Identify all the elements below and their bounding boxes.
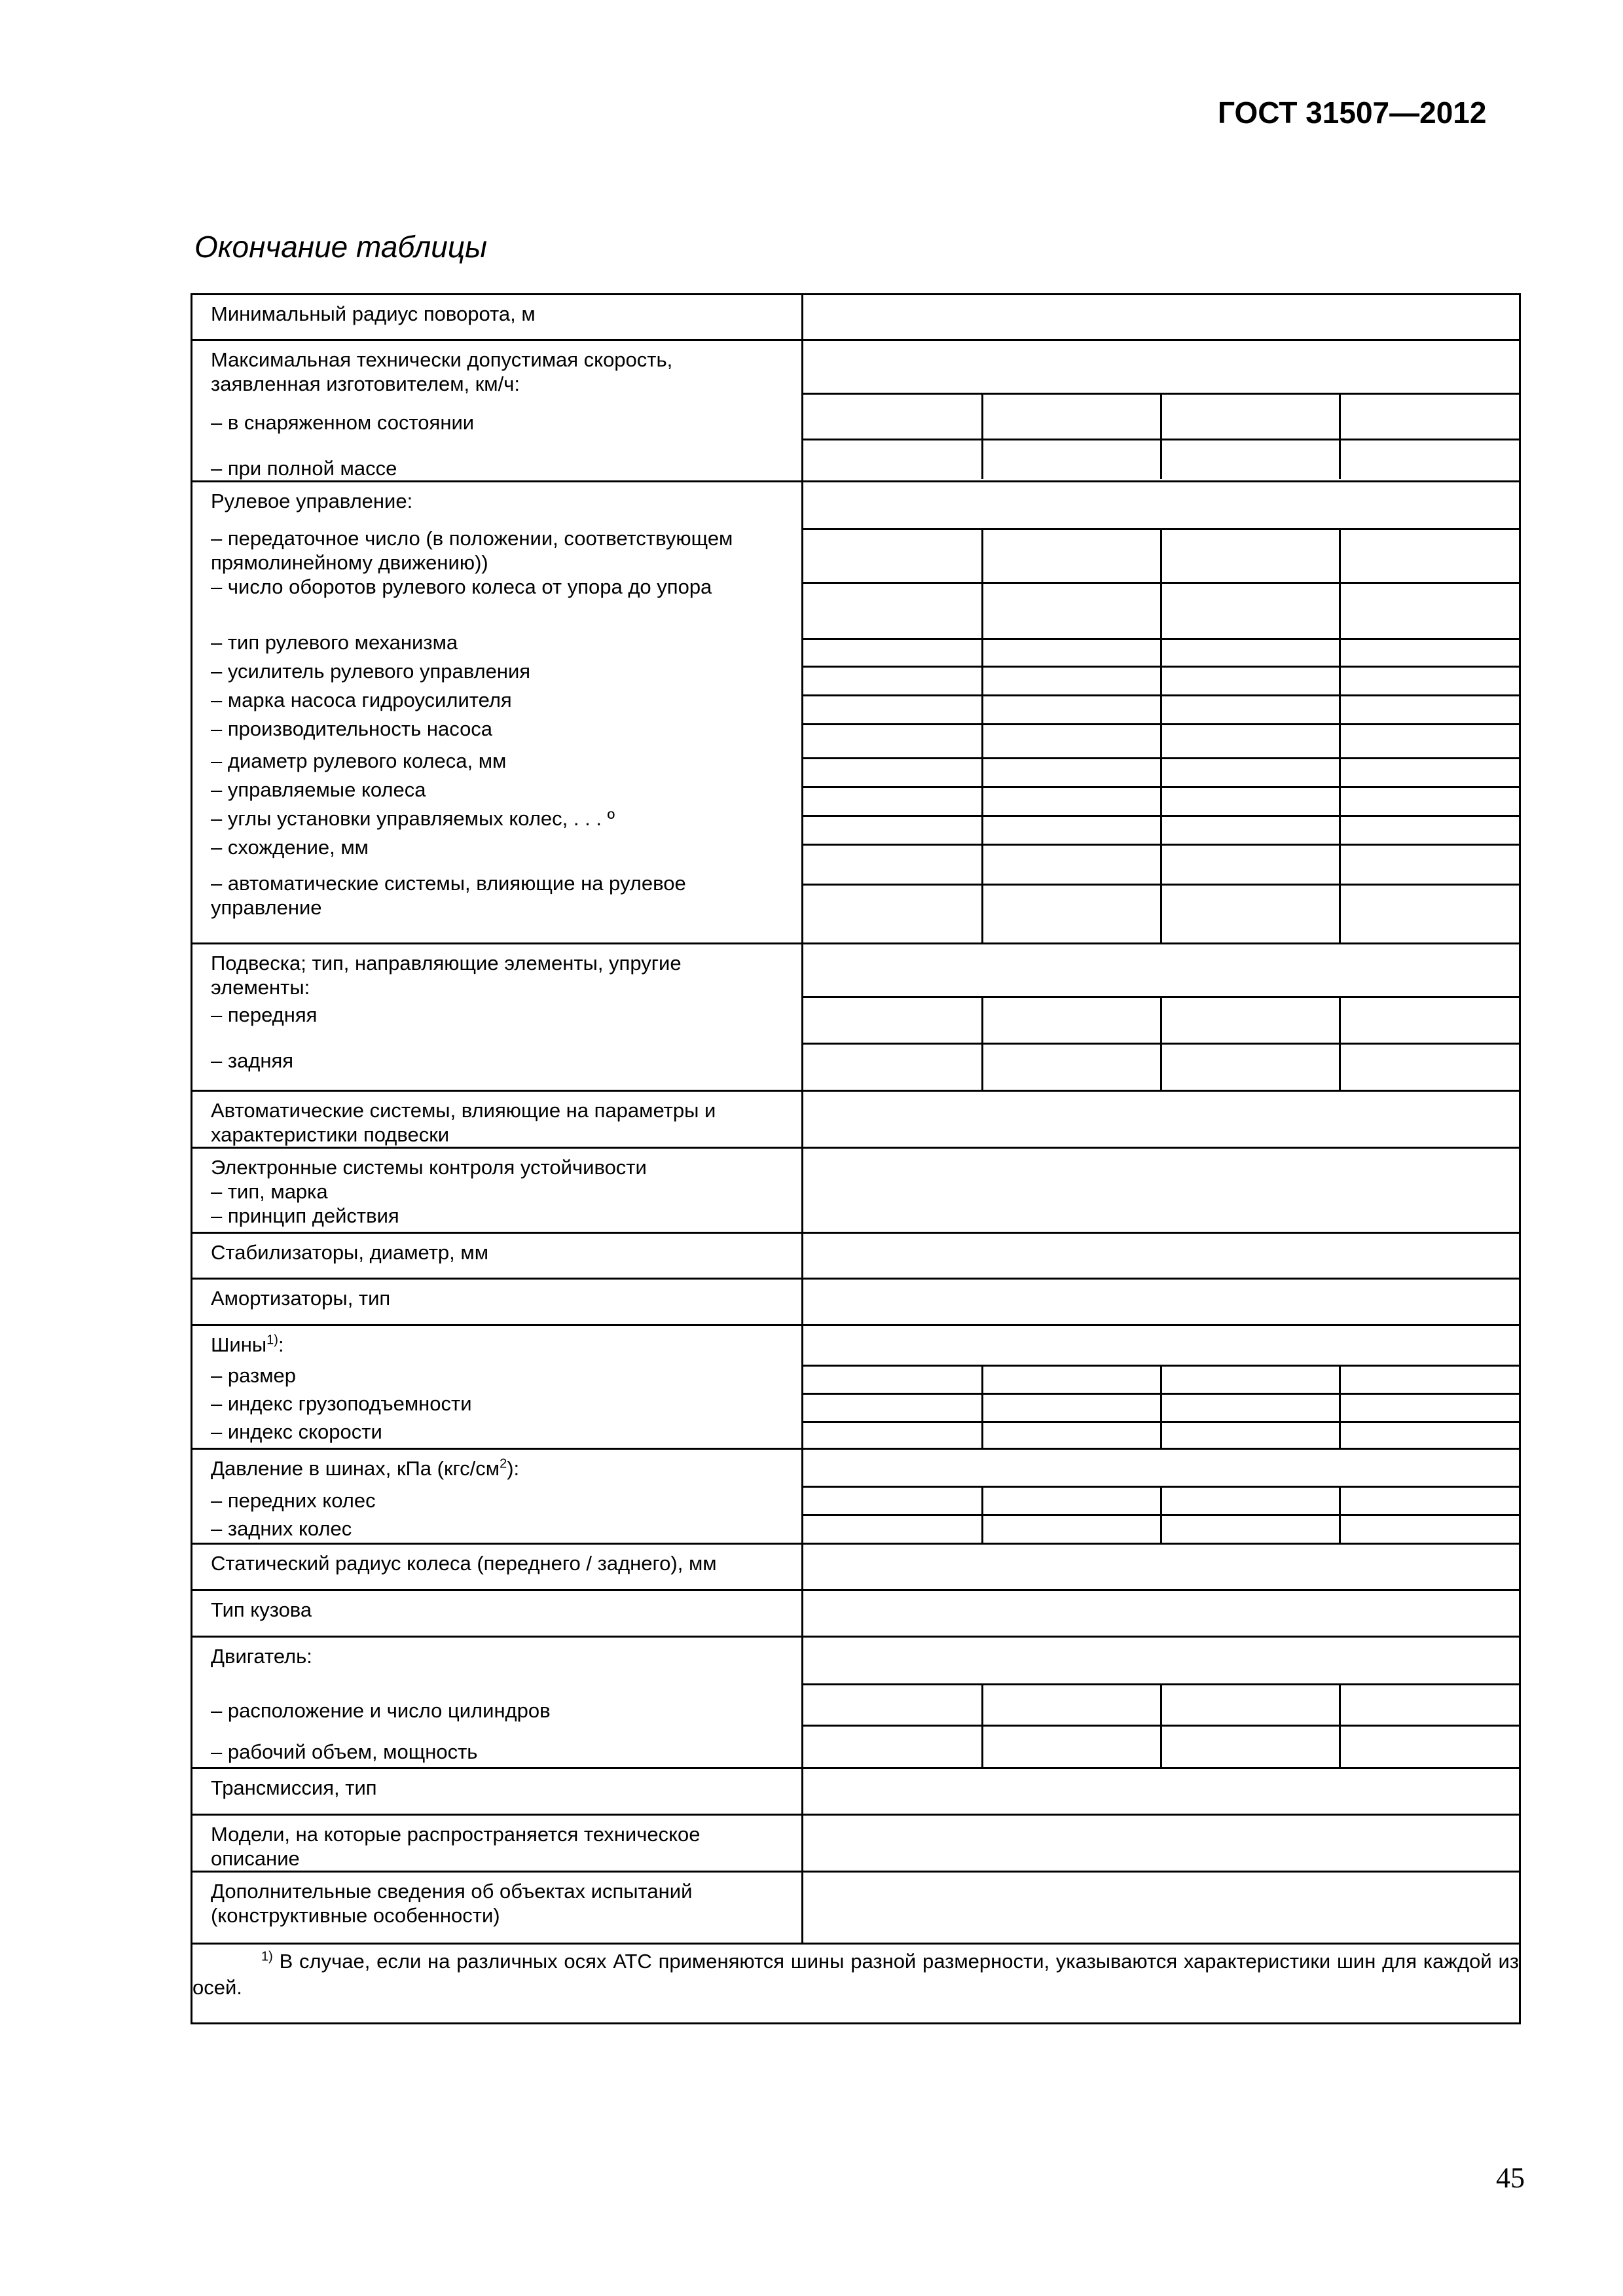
row-label-additional-info: Дополнительные сведения об объектах испытаний (конструктивные особенности) xyxy=(192,1872,803,1944)
row-label-models: Модели, на которые распространяется техническое описание xyxy=(192,1815,803,1872)
row-label-tire-pressure: Давление в шинах, кПа $(кгс/см^2)$: – передних колес – задних колес xyxy=(192,1449,803,1544)
row-label-tires: Шины$^{1)}$: – размер – индекс грузоподъемности – индекс скорости xyxy=(192,1325,803,1449)
row-label-transmission: Трансмиссия, тип xyxy=(192,1768,803,1815)
row-label-suspension-auto: Автоматические системы, влияющие на параметры и характеристики подвески xyxy=(192,1091,803,1148)
table-continuation-title: Окончание таблицы xyxy=(194,230,487,264)
row-label-max-speed: Максимальная технически допустимая скорость, заявленная изготовителем, км/ч: – в снаряженном состоянии – при полной массе xyxy=(192,340,803,482)
row-label-steering: Рулевое управление: – передаточное число (в положении, соответствующем прямолинейному движению)) – число оборотов рулевого колеса от упора до упора – тип рулевого механизма – усилитель рулевого управления – марка насоса гидроусилителя – производительность насоса – диаметр рулевого колеса, мм – управляемые колеса – углы установки управляемых колес, . . . º – схождение, мм – автоматические системы, влияющие на рулевое управление xyxy=(192,482,803,944)
row-label-body-type: Тип кузова xyxy=(192,1590,803,1637)
row-label-shock-absorbers: Амортизаторы, тип xyxy=(192,1279,803,1325)
document-id: ГОСТ 31507—2012 xyxy=(1218,96,1487,130)
row-label-stabilizers: Стабилизаторы, диаметр, мм xyxy=(192,1233,803,1279)
table-footnote: $^{1)}$ В случае, если на различных осях АТС применяются шины разной размерности, указываются характеристики шин для каждой из осей. xyxy=(192,1944,1520,2024)
row-label-suspension: Подвеска; тип, направляющие элементы, упругие элементы: – передняя – задняя xyxy=(192,944,803,1091)
row-label-engine: Двигатель: – расположение и число цилиндров – рабочий объем, мощность xyxy=(192,1637,803,1768)
row-label-static-radius: Статический радиус колеса (переднего / заднего), мм xyxy=(192,1544,803,1590)
page-number: 45 xyxy=(1496,2162,1525,2194)
specification-table xyxy=(191,293,1521,2024)
row-label-esc: Электронные системы контроля устойчивости – тип, марка – принцип действия xyxy=(192,1148,803,1233)
row-label-min-radius: Минимальный радиус поворота, м xyxy=(192,295,803,340)
